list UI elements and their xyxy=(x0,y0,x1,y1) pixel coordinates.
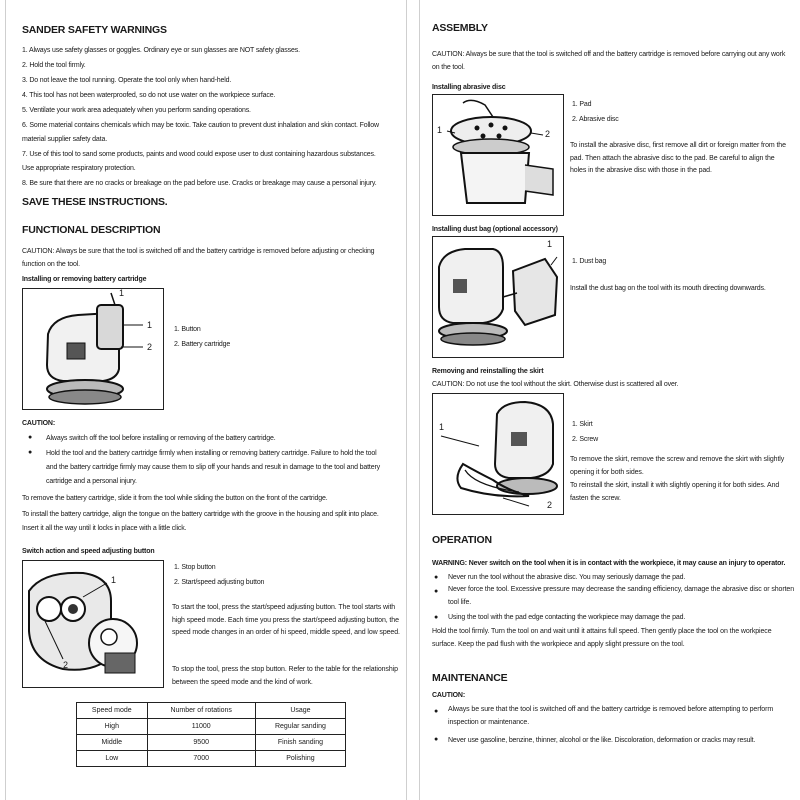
table-cell: Polishing xyxy=(255,751,345,767)
figure-callout-2: 2 xyxy=(147,342,153,352)
stop-text: To stop the tool, press the stop button. Refer to the table for the relationship between the speed mode and the kind of work. xyxy=(172,666,398,686)
skirt-label-2: 2. Screw xyxy=(572,436,599,443)
figure-callout-1: 1 xyxy=(437,125,443,135)
table-row xyxy=(77,735,346,751)
safety-item: 1. Always use safety glasses or goggles. Ordinary eye or sun glasses are NOT safety glasses. xyxy=(22,47,300,54)
battery-label-1: 1. Button xyxy=(174,326,201,333)
operation-warning: WARNING: Never switch on the tool when it is in contact with the workpiece, it may cause an injury to operator. xyxy=(432,560,786,567)
caution-heading: CAUTION: xyxy=(22,420,56,427)
save-instructions: SAVE THESE INSTRUCTIONS. xyxy=(22,196,168,208)
switch-text: To start the tool, press the start/speed adjusting button. The tool starts with high speed mode. Each time you press the start/speed adjusting button, the speed mode changes in an order of hi speed, middle speed, and low speed. xyxy=(172,604,400,636)
table-row xyxy=(77,719,346,735)
bullet-icon: ● xyxy=(434,588,439,595)
skirt-caution: CAUTION: Do not use the tool without the skirt. Otherwise dust is scattered all over. xyxy=(432,381,679,388)
figure-callout-1: 1 xyxy=(119,288,125,298)
battery-label-2: 2. Battery cartridge xyxy=(174,341,231,348)
figure-callout-2: 2 xyxy=(545,129,551,139)
figure-callout-2: 2 xyxy=(63,660,69,670)
table-header-row xyxy=(77,703,346,719)
remove-text: To remove the battery cartridge, slide it from the tool while sliding the button on the front of the cartridge. xyxy=(22,495,328,502)
assembly-title: ASSEMBLY xyxy=(432,22,488,34)
safety-item: material supplier safety data. xyxy=(22,136,107,143)
battery-figure xyxy=(22,288,164,410)
safety-item: 2. Hold the tool firmly. xyxy=(22,62,86,69)
functional-title: FUNCTIONAL DESCRIPTION xyxy=(22,224,161,236)
disc-figure xyxy=(432,94,564,216)
switch-label-2: 2. Start/speed adjusting button xyxy=(174,579,265,586)
operation-title: OPERATION xyxy=(432,534,492,546)
switch-buttons-illustration xyxy=(23,561,163,687)
bullet-icon: ● xyxy=(434,708,439,715)
bullet-icon: ● xyxy=(28,434,33,441)
battery-subtitle: Installing or removing battery cartridge xyxy=(22,276,147,283)
disc-subtitle: Installing abrasive disc xyxy=(432,84,506,91)
maintenance-caution: CAUTION: xyxy=(432,692,466,699)
install-text: To install the battery cartridge, align the tongue on the battery cartridge with the groove in the housing and split into place. xyxy=(22,511,379,518)
install-text-cont: Insert it all the way until it locks in place with a little click. xyxy=(22,525,187,532)
functional-caution: CAUTION: Always be sure that the tool is switched off and the battery cartridge is removed before adjusting or checking xyxy=(22,248,375,255)
bullet-icon: ● xyxy=(434,614,439,621)
table-header: Usage xyxy=(255,703,345,719)
skirt-subtitle: Removing and reinstalling the skirt xyxy=(432,368,544,375)
switch-label-1: 1. Stop button xyxy=(174,564,216,571)
maintenance-bullet: Never use gasoline, benzine, thinner, alcohol or the like. Discoloration, deformation or cracks may result. xyxy=(448,737,756,744)
table-cell: 7000 xyxy=(147,751,255,767)
table-cell: Finish sanding xyxy=(255,735,345,751)
disc-label-1: 1. Pad xyxy=(572,101,592,108)
table-row xyxy=(77,751,346,767)
bullet-icon: ● xyxy=(434,574,439,581)
maintenance-title: MAINTENANCE xyxy=(432,672,508,684)
table-cell: High xyxy=(77,719,148,735)
switch-figure xyxy=(22,560,164,688)
switch-subtitle: Switch action and speed adjusting button xyxy=(22,548,155,555)
figure-callout-1: 1 xyxy=(547,239,553,249)
safety-item: 4. This tool has not been waterproofed, so do not use water on the workpiece surface. xyxy=(22,92,276,99)
assembly-caution-cont: on the tool. xyxy=(432,64,465,71)
safety-item: 6. Some material contains chemicals which may be toxic. Take caution to prevent dust inhalation and skin contact. Follow xyxy=(22,122,379,129)
table-header: Number of rotations xyxy=(147,703,255,719)
maintenance-bullet: Always be sure that the tool is switched off and the battery cartridge is removed before attempting to perform inspection or maintenance. xyxy=(448,706,774,726)
skirt-figure xyxy=(432,393,564,515)
safety-item: Use appropriate respiratory protection. xyxy=(22,165,136,172)
functional-caution-cont: function on the tool. xyxy=(22,261,80,268)
skirt-text-cont: To reinstall the skirt, install it with slightly opening it for both sides. And fasten the screw. xyxy=(570,482,780,502)
disc-text: To install the abrasive disc, first remove all dirt or foreign matter from the pad. Then attach the abrasive disc to the pad. Be careful to align the holes in the abrasive disc with those in the pad. xyxy=(570,142,786,174)
left-page xyxy=(6,0,406,800)
skirt-text: To remove the skirt, remove the screw and remove the skirt with slightly opening it for both sides. xyxy=(570,456,785,476)
sander-battery-illustration xyxy=(23,289,163,409)
bullet-icon: ● xyxy=(28,449,33,456)
safety-item: 5. Ventilate your work area adequately when you perform sanding operations. xyxy=(22,107,251,114)
assembly-caution: CAUTION: Always be sure that the tool is switched off and the battery cartridge is removed before carrying out any work xyxy=(432,51,786,58)
bullet-icon: ● xyxy=(434,736,439,743)
dust-bag-illustration xyxy=(433,237,563,357)
skirt-label-1: 1. Skirt xyxy=(572,421,593,428)
safety-item: 7. Use of this tool to sand some products, paints and wood could expose user to dust containing hazardous substances. xyxy=(22,151,376,158)
figure-callout-1: 1 xyxy=(111,575,117,585)
caution-bullet: Hold the tool and the battery cartridge firmly when installing or removing battery cartridge. Failure to hold the tool xyxy=(46,450,377,457)
operation-bullet: Using the tool with the pad edge contacting the workpiece may damage the pad. xyxy=(448,614,686,621)
dust-subtitle: Installing dust bag (optional accessory) xyxy=(432,226,558,233)
abrasive-disc-illustration xyxy=(433,95,563,215)
figure-callout-1: 1 xyxy=(147,320,153,330)
operation-bullet: Never force the tool. Excessive pressure may decrease the sanding efficiency, damage the abrasive disc or shorten tool life. xyxy=(448,586,795,606)
disc-label-2: 2. Abrasive disc xyxy=(572,116,619,123)
table-cell: 11000 xyxy=(147,719,255,735)
speed-table xyxy=(76,702,346,767)
skirt-illustration xyxy=(433,394,563,514)
figure-callout-2: 2 xyxy=(547,500,553,510)
safety-title: SANDER SAFETY WARNINGS xyxy=(22,24,167,36)
table-cell: Low xyxy=(77,751,148,767)
table-cell: Middle xyxy=(77,735,148,751)
dust-bag-figure xyxy=(432,236,564,358)
table-cell: Regular sanding xyxy=(255,719,345,735)
safety-item: 3. Do not leave the tool running. Operate the tool only when hand-held. xyxy=(22,77,232,84)
operation-hold-text: Hold the tool firmly. Turn the tool on and wait until it attains full speed. Then gently place the tool on the workpiece surface. Keep the pad flush with the workpiece and apply slight pressure on the tool. xyxy=(432,628,772,648)
safety-item: 8. Be sure that there are no cracks or breakage on the pad before use. Cracks or breakage may cause a personal injury. xyxy=(22,180,377,187)
right-page xyxy=(420,0,800,800)
caution-bullet-cont: cartridge and a personal injury. xyxy=(46,478,137,485)
figure-callout-1: 1 xyxy=(439,422,445,432)
operation-bullet: Never run the tool without the abrasive disc. You may seriously damage the pad. xyxy=(448,574,686,581)
dust-text: Install the dust bag on the tool with its mouth directing downwards. xyxy=(570,285,766,292)
caution-bullet: Always switch off the tool before installing or removing of the battery cartridge. xyxy=(46,435,276,442)
table-cell: 9500 xyxy=(147,735,255,751)
dust-label: 1. Dust bag xyxy=(572,258,607,265)
table-header: Speed mode xyxy=(77,703,148,719)
caution-bullet-cont: and the battery cartridge firmly may cause them to slip off your hands and result in damage to the tool and battery xyxy=(46,464,380,471)
